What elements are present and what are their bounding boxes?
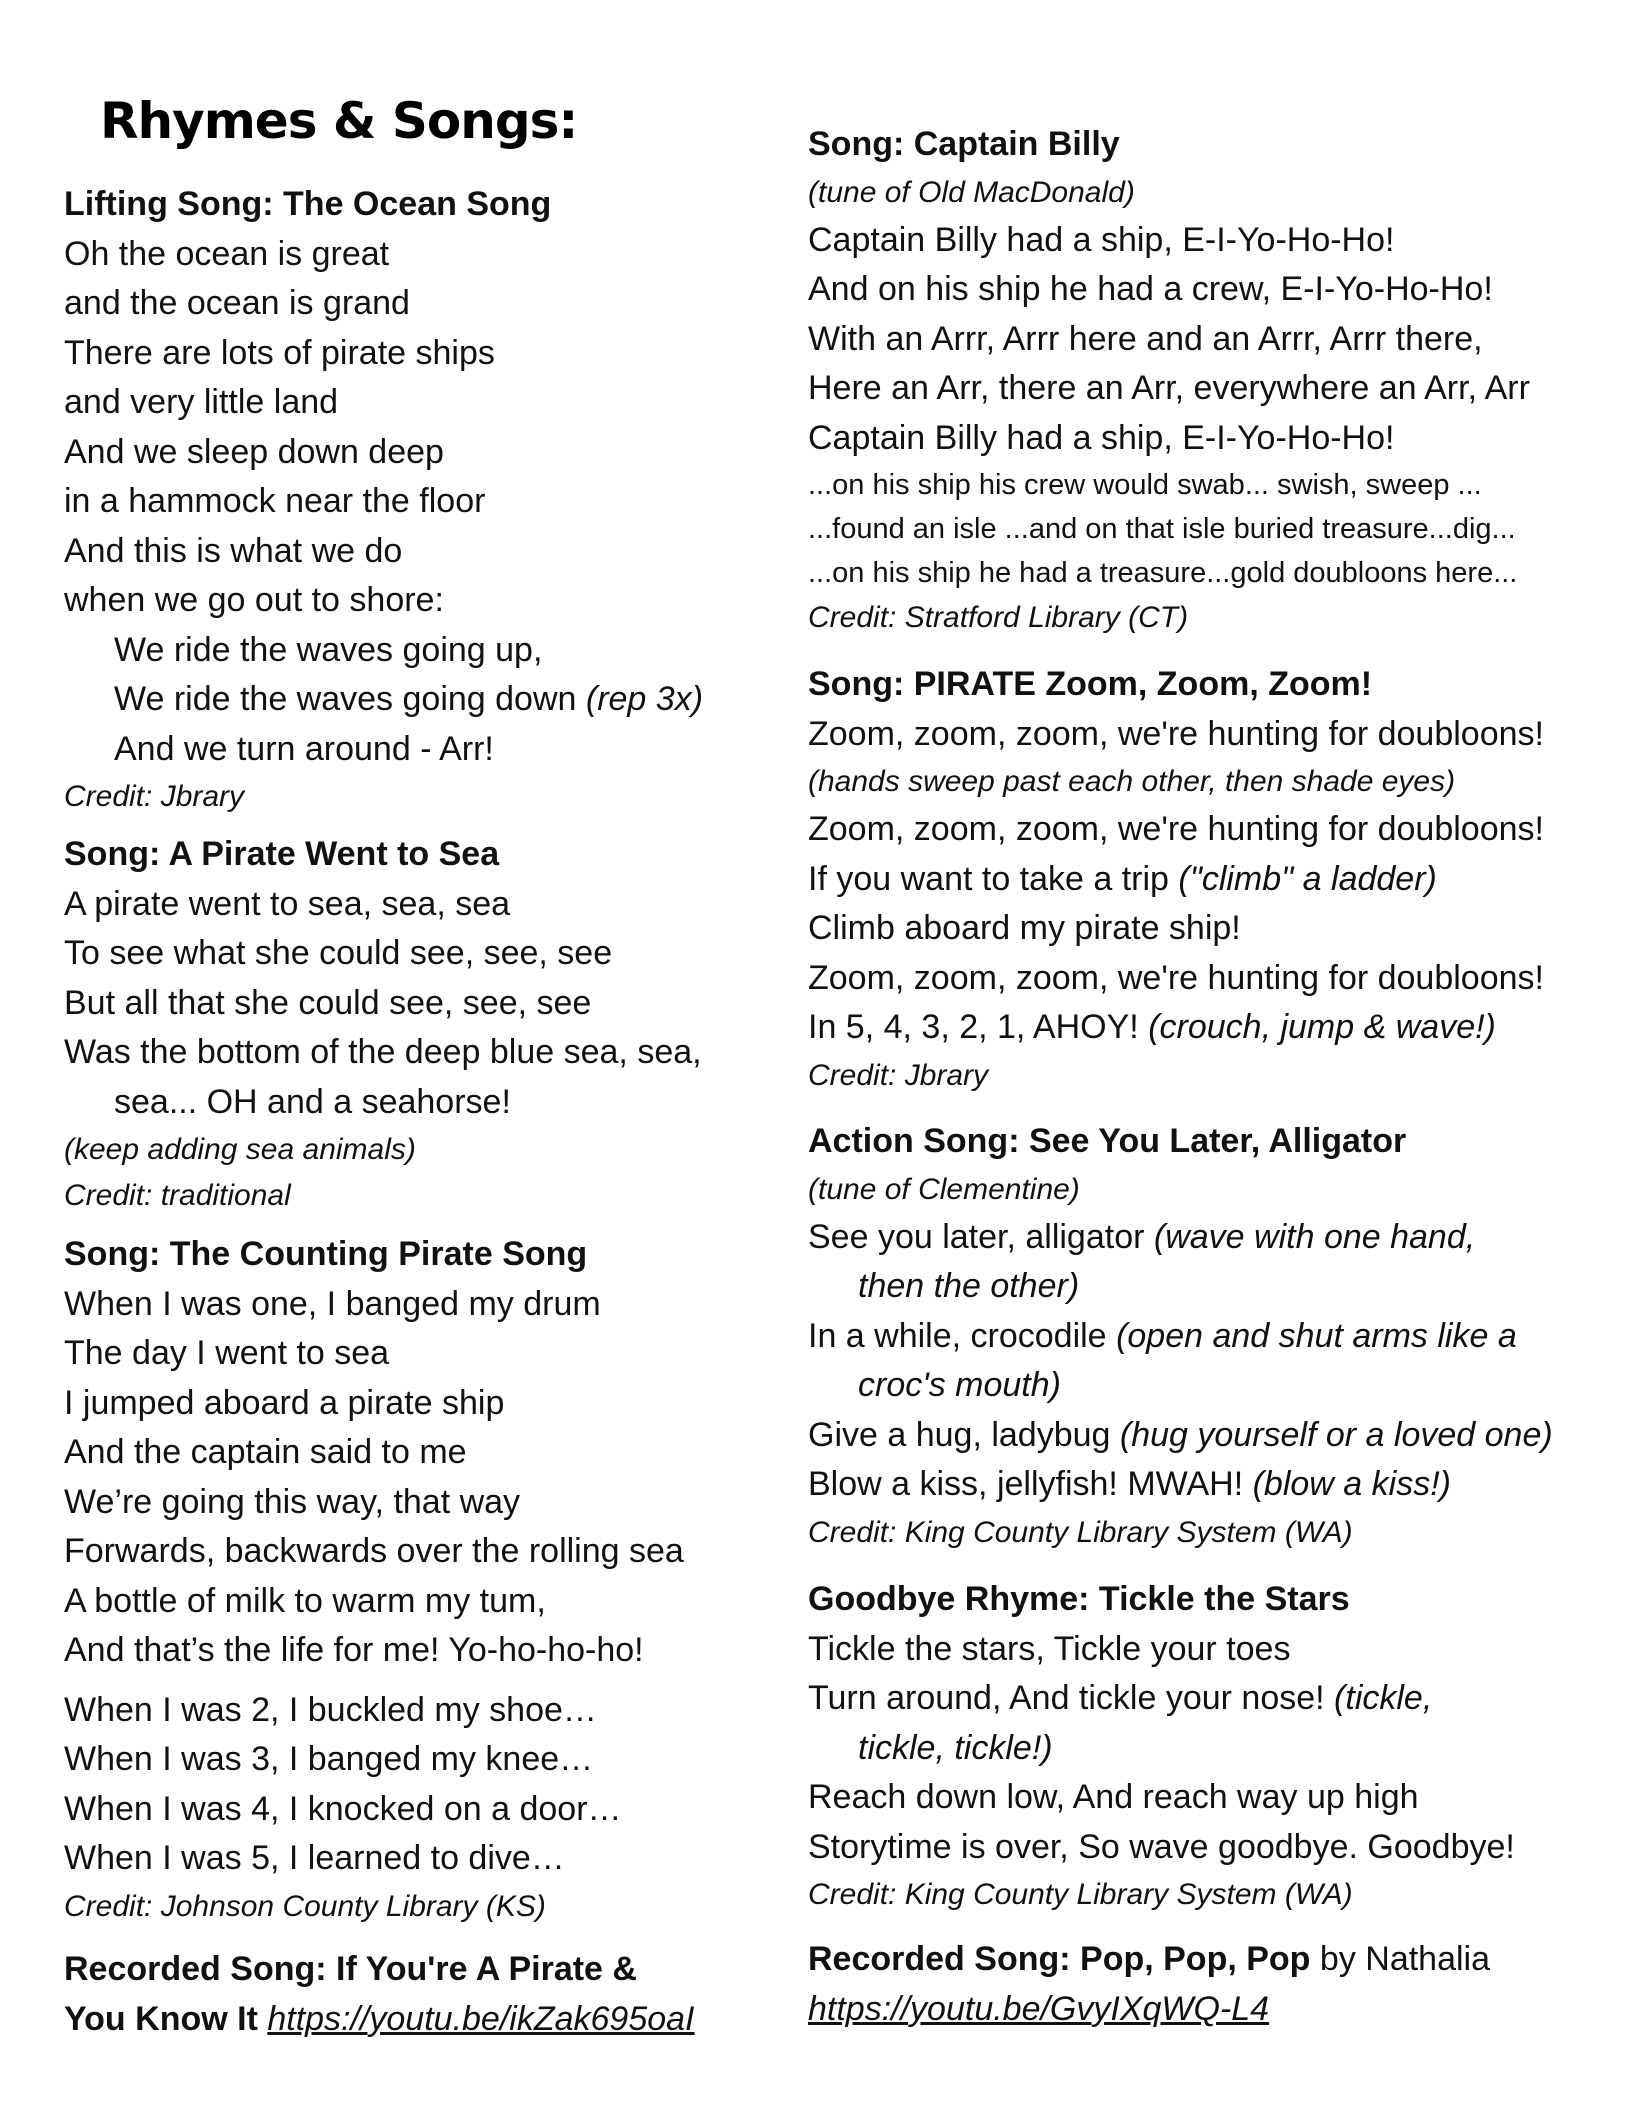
lyric-line: Reach down low, And reach way up high [808,1778,1419,1816]
repeat-note: (rep 3x) [585,680,704,718]
ocean-song [64,180,764,820]
recorded-song-title-line2: You Know It https://youtu.be/ikZak695oaI [64,1999,695,2038]
lyric-line: croc's mouth) [858,1366,1061,1404]
lyric-line: Zoom, zoom, zoom, we're hunting for doubloons! [808,810,1544,848]
lyric-line: Zoom, zoom, zoom, we're hunting for doubloons! [808,958,1544,997]
counting-song-title: Song: The Counting Pirate Song [64,1235,588,1273]
youtube-link[interactable]: https://youtu.be/GvyIXqWQ-L4 [808,1989,1270,2028]
action-note: (crouch, jump & wave!) [1148,1008,1496,1046]
captain-billy-song [808,120,1608,641]
lyric-line: We’re going this way, that way [64,1482,521,1521]
lyric-line: There are lots of pirate ships [64,333,495,372]
recorded-song-link-line [808,1985,1608,2035]
ocean-song-title: Lifting Song: The Ocean Song [64,185,552,223]
lyric-line: When I was 3, I banged my knee… [64,1740,594,1778]
lyric-line: I jumped aboard a pirate ship [64,1383,505,1422]
lyric-line: And this is what we do [64,531,403,570]
lyric-line: Give a hug, ladybug (hug yourself or a loved one) [808,1415,1553,1454]
stars-rhyme-title: Goodbye Rhyme: Tickle the Stars [808,1580,1350,1618]
lyric-line: tickle, tickle!) [858,1728,1053,1767]
lyric-line: sea... OH and a seahorse! [114,1082,511,1121]
lyric-line: and the ocean is grand [64,284,410,322]
lyric-line: When I was one, I banged my drum [64,1284,601,1323]
lyric-line: Tickle the stars, Tickle your toes [808,1629,1291,1668]
recorded-song-title: Recorded Song: If You're A Pirate & [64,1950,637,1988]
lyric-line: See you later, alligator (wave with one hand, [808,1217,1476,1256]
lyric-line: Blow a kiss, jellyfish! MWAH! (blow a kiss!) [808,1465,1451,1503]
lyric-line: We ride the waves going down (rep 3x) [114,680,704,718]
lyric-line: And that’s the life for me! Yo-ho-ho-ho! [64,1631,644,1669]
sea-song-title: Song: A Pirate Went to Sea [64,835,500,873]
captain-billy-title: Song: Captain Billy [808,125,1120,163]
note: (keep adding sea animals) [64,1133,416,1166]
lyric-line: We ride the waves going up, [114,630,543,669]
recorded-song-pop [808,1935,1608,2034]
lyric-line: And on his ship he had a crew, E-I-Yo-Ho-Ho! [808,270,1493,308]
lyric-line: and very little land [64,383,339,421]
lyric-line: Was the bottom of the deep blue sea, sea, [64,1033,702,1071]
lyric-line: Climb aboard my pirate ship! [808,909,1241,947]
lyric-line: In 5, 4, 3, 2, 1, AHOY! (crouch, jump & wave!) [808,1008,1496,1046]
lyric-line: when we go out to shore: [64,581,444,619]
tune-note: (tune of Clementine) [808,1172,1080,1206]
action-note: ("climb" a ladder) [1178,859,1437,898]
lyric-line: Zoom, zoom, zoom, we're hunting for doubloons! [808,714,1544,753]
lyric-line: Captain Billy had a ship, E-I-Yo-Ho-Ho! [808,220,1395,259]
see-you-later-alligator [808,1117,1608,1556]
lyric-line: A bottle of milk to warm my tum, [64,1581,546,1620]
lyric-line: If you want to take a trip ("climb" a ladder) [808,859,1437,898]
lyric-line: And the captain said to me [64,1433,467,1471]
lyric-line: Oh the ocean is great [64,234,390,273]
tune-note: (tune of Old MacDonald) [808,175,1135,209]
credit: Credit: Stratford Library (CT) [808,601,1189,634]
lyric-line: Turn around, And tickle your nose! (tickle, [808,1679,1433,1717]
verse-note: ...found an isle ...and on that isle buried treasure...dig... [808,513,1516,545]
pirate-went-to-sea [64,830,764,1219]
lyric-line: In a while, crocodile (open and shut arms like a [808,1316,1517,1355]
pirate-zoom-song [808,660,1608,1099]
lyric-line: Storytime is over, So wave goodbye. Goodbye! [808,1827,1515,1866]
lyric-line: Here an Arr, there an Arr, everywhere an Arr, Arr [808,369,1530,407]
lyric-line: When I was 5, I learned to dive… [64,1839,565,1877]
youtube-link[interactable]: https://youtu.be/ikZak695oaI [267,1999,695,2038]
lyric-line: then the other) [858,1267,1080,1305]
lyric-line: The day I went to sea [64,1334,390,1372]
lyric-line: And we turn around - Arr! [114,729,494,768]
recorded-song-pirate [64,1945,764,2044]
lyric-line: Forwards, backwards over the rolling sea [64,1532,684,1570]
alligator-song-title: Action Song: See You Later, Alligator [808,1122,1407,1160]
verse-note: ...on his ship he had a treasure...gold doubloons here... [808,557,1518,589]
lyric-line: And we sleep down deep [64,432,444,471]
action-note: (hands sweep past each other, then shade eyes) [808,765,1456,798]
credit: Credit: King County Library System (WA) [808,1515,1353,1549]
lyric-line: When I was 2, I buckled my shoe… [64,1690,597,1729]
lyric-line: Captain Billy had a ship, E-I-Yo-Ho-Ho! [808,418,1395,457]
recorded-song-title: Recorded Song: Pop, Pop, Pop by Nathalia [808,1940,1491,1978]
page-heading: Rhymes & Songs: [100,92,578,150]
verse-note: ...on his ship his crew would swab... swish, sweep ... [808,469,1482,501]
lyric-line: With an Arrr, Arrr here and an Arrr, Arrr there, [808,319,1483,358]
tickle-the-stars [808,1575,1608,1918]
zoom-song-title: Song: PIRATE Zoom, Zoom, Zoom! [808,665,1373,703]
lyric-line: But all that she could see, see, see [64,983,592,1022]
credit: Credit: Jbrary [808,1058,989,1092]
credit: Credit: traditional [64,1179,291,1212]
credit: Credit: Jbrary [64,780,245,813]
lyric-line: To see what she could see, see, see [64,934,613,972]
credit: Credit: King County Library System (WA) [808,1878,1353,1911]
lyric-line: A pirate went to sea, sea, sea [64,884,511,923]
counting-pirate-song [64,1230,764,1930]
lyric-line: When I was 4, I knocked on a door… [64,1789,622,1828]
lyric-line: in a hammock near the floor [64,482,486,520]
credit: Credit: Johnson County Library (KS) [64,1889,546,1923]
